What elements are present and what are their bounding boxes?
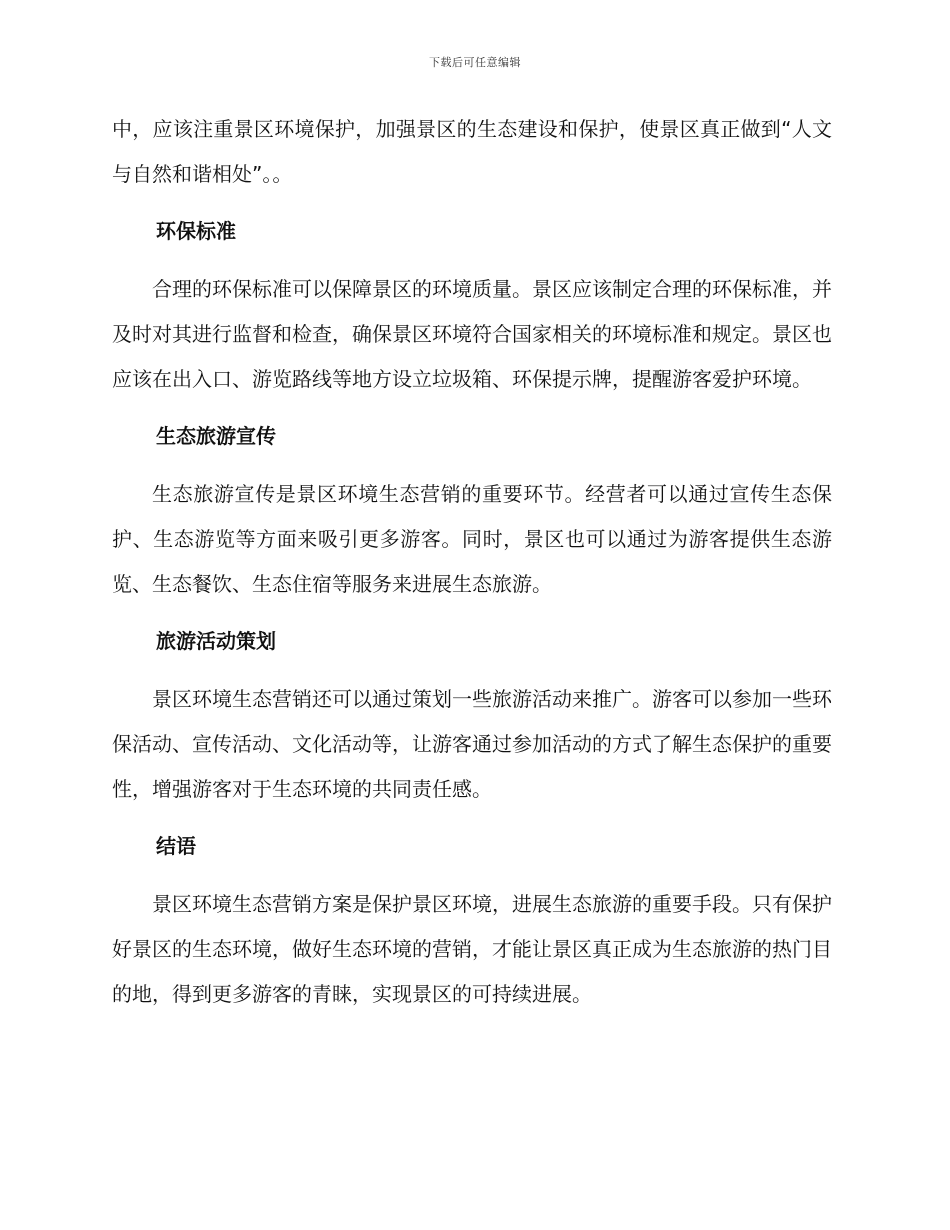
- section-paragraph-activity-planning: 景区环境生态营销还可以通过策划一些旅游活动来推广。游客可以参加一些环保活动、宣传活动、文化活动等，让游客通过参加活动的方式了解生态保护的重要性，增强游客对于生态环境的共同责任感。: [112, 687, 832, 801]
- section-heading-conclusion: 结语: [156, 834, 196, 858]
- page-header: 下载后可任意编辑: [429, 56, 521, 69]
- section-paragraph-environmental-standards: 合理的环保标准可以保障景区的环境质量。景区应该制定合理的环保标准，并及时对其进行监督和检查，确保景区环境符合国家相关的环境标准和规定。景区也应该在出入口、游览路线等地方设立垃圾箱、环保提示牌，提醒游客爱护环境。: [112, 277, 832, 391]
- section-heading-environmental-standards: 环保标准: [156, 219, 236, 243]
- document-body: [112, 107, 832, 1017]
- section-heading-activity-planning: 旅游活动策划: [156, 629, 276, 653]
- section-paragraph-conclusion: 景区环境生态营销方案是保护景区环境，进展生态旅游的重要手段。只有保护好景区的生态环境，做好生态环境的营销，才能让景区真正成为生态旅游的热门目的地，得到更多游客的青睐，实现景区的可持续进展。: [112, 892, 832, 1006]
- section-heading-eco-tourism-promotion: 生态旅游宣传: [156, 424, 276, 448]
- intro-paragraph: 中，应该注重景区环境保护，加强景区的生态建设和保护，使景区真正做到“人文与自然和谐相处”。。: [112, 117, 832, 186]
- section-paragraph-eco-tourism-promotion: 生态旅游宣传是景区环境生态营销的重要环节。经营者可以通过宣传生态保护、生态游览等方面来吸引更多游客。同时，景区也可以通过为游客提供生态游览、生态餐饮、生态住宿等服务来进展生态旅游。: [112, 482, 832, 596]
